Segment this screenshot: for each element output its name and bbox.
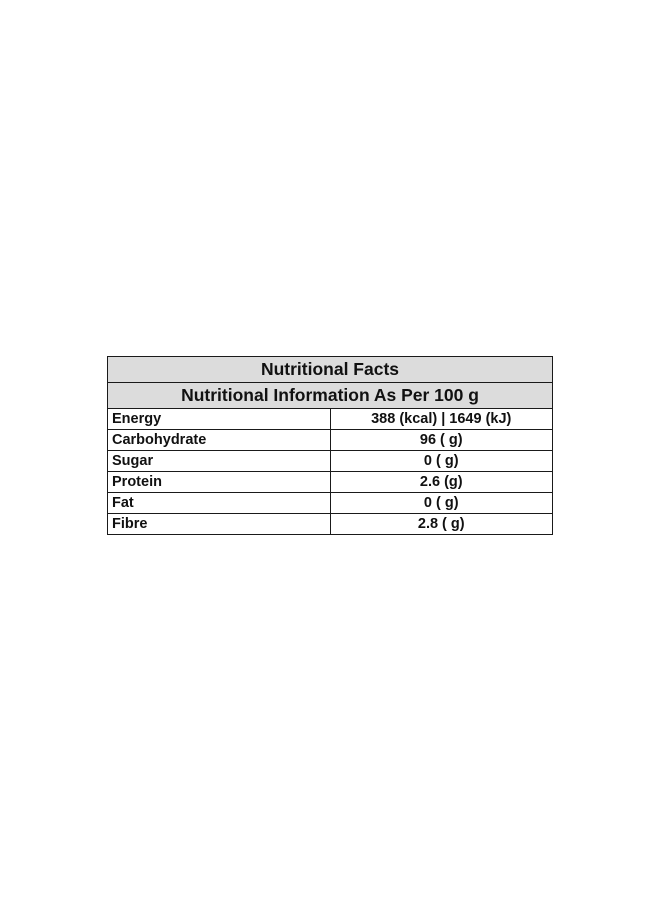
nutrient-label-sugar: Sugar	[108, 451, 331, 472]
nutrient-label-protein: Protein	[108, 472, 331, 493]
nutrient-value-fibre: 2.8 ( g)	[330, 514, 553, 535]
table-row	[108, 472, 553, 493]
table-row	[108, 451, 553, 472]
table-subtitle-row	[108, 383, 553, 409]
table-title: Nutritional Facts	[108, 357, 553, 383]
table-row	[108, 430, 553, 451]
nutrient-value-fat: 0 ( g)	[330, 493, 553, 514]
table-row	[108, 409, 553, 430]
nutrient-value-sugar: 0 ( g)	[330, 451, 553, 472]
nutrient-value-energy: 388 (kcal) | 1649 (kJ)	[330, 409, 553, 430]
nutrient-label-fibre: Fibre	[108, 514, 331, 535]
nutrient-label-fat: Fat	[108, 493, 331, 514]
table-subtitle: Nutritional Information As Per 100 g	[108, 383, 553, 409]
table-title-row	[108, 357, 553, 383]
nutrient-value-protein: 2.6 (g)	[330, 472, 553, 493]
table-row	[108, 514, 553, 535]
nutrition-facts-table	[107, 356, 553, 535]
table-row	[108, 493, 553, 514]
nutrient-value-carbohydrate: 96 ( g)	[330, 430, 553, 451]
nutrient-label-carbohydrate: Carbohydrate	[108, 430, 331, 451]
nutrient-label-energy: Energy	[108, 409, 331, 430]
